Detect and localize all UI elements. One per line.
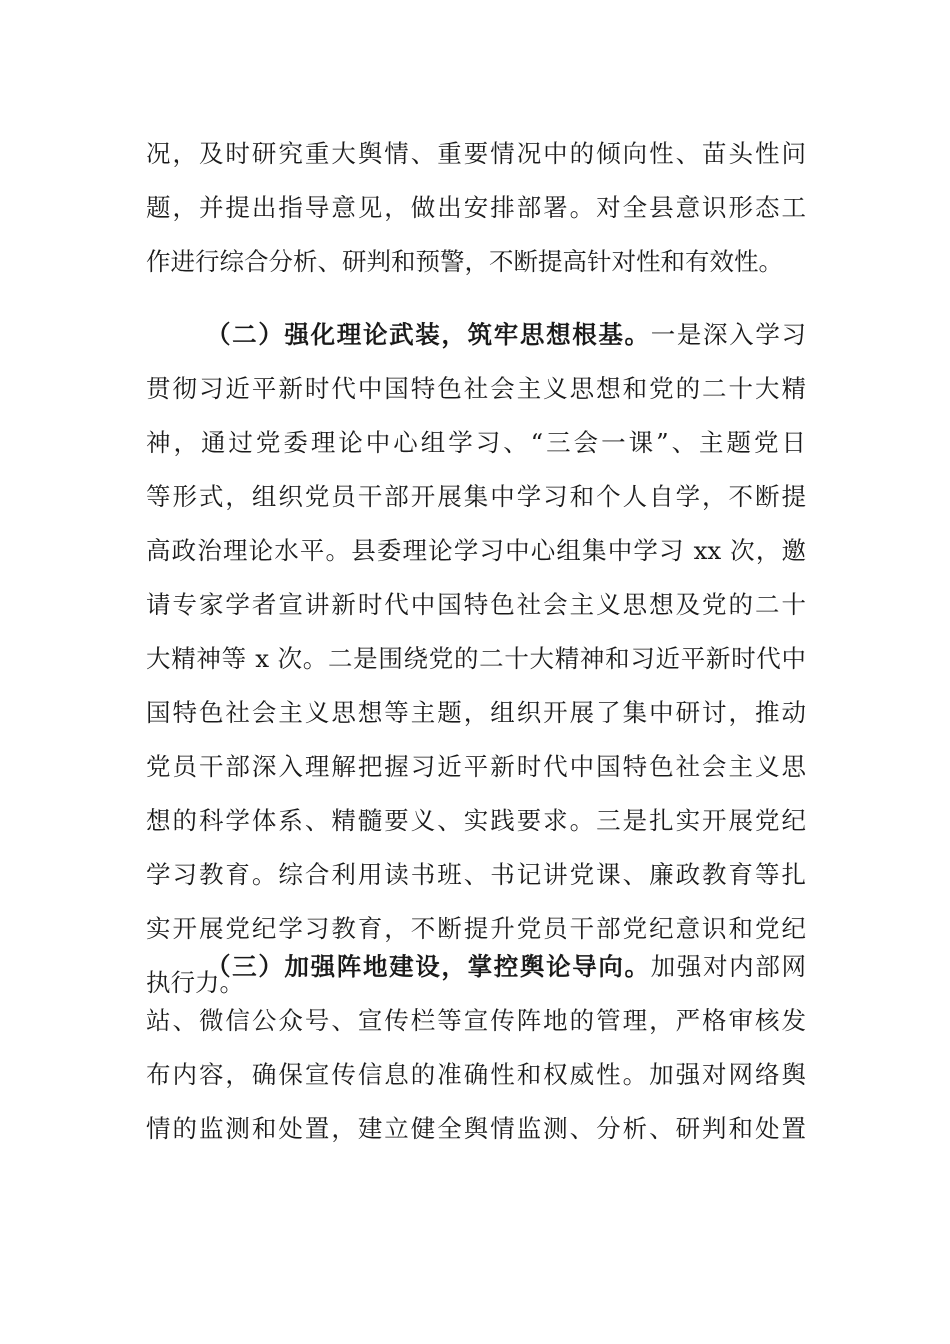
first-line <box>146 940 806 994</box>
text-line: 作进行综合分析、研判和预警，不断提高针对性和有效性。 <box>146 247 783 276</box>
section-heading: （二）强化理论武装，筑牢思想根基。 <box>206 320 651 349</box>
paragraph-position-building <box>146 940 806 1156</box>
paragraph-theory-study <box>146 308 806 1010</box>
text-line: 国特色社会主义思想等主题，组织开展了集中研讨，推动 <box>146 698 806 727</box>
text-line: 学习教育。综合利用读书班、书记讲党课、廉政教育等扎 <box>146 860 806 889</box>
text-line: 等形式，组织党员干部开展集中学习和个人自学，不断提 <box>146 482 806 511</box>
text-line: 请专家学者宣讲新时代中国特色社会主义思想及党的二十 <box>146 590 806 619</box>
text-line: 布内容，确保宣传信息的准确性和权威性。加强对网络舆 <box>146 1060 806 1089</box>
first-line-text: 加强对内部网 <box>650 952 806 981</box>
text-line: 情的监测和处置，建立健全舆情监测、分析、研判和处置 <box>146 1114 806 1143</box>
text-line: 神，通过党委理论中心组学习、“三会一课”、主题党日 <box>146 428 806 457</box>
paragraph-continuation <box>146 127 806 289</box>
text-line: 站、微信公众号、宣传栏等宣传阵地的管理，严格审核发 <box>146 1006 806 1035</box>
text-line: 实开展党纪学习教育，不断提升党员干部党纪意识和党纪 <box>146 914 806 943</box>
first-line-text: 一是深入学习 <box>650 320 806 349</box>
section-heading: （三）加强阵地建设，掌控舆论导向。 <box>206 952 651 981</box>
text-line: 想的科学体系、精髓要义、实践要求。三是扎实开展党纪 <box>146 806 806 835</box>
first-line <box>146 308 806 362</box>
text-line: 题，并提出指导意见，做出安排部署。对全县意识形态工 <box>146 193 806 222</box>
text-line: 况，及时研究重大舆情、重要情况中的倾向性、苗头性问 <box>146 139 806 168</box>
text-line: 执行力。 <box>146 968 244 997</box>
text-line: 党员干部深入理解把握习近平新时代中国特色社会主义思 <box>146 752 806 781</box>
text-line: 高政治理论水平。县委理论学习中心组集中学习 xx 次，邀 <box>146 536 806 565</box>
text-line: 大精神等 x 次。二是围绕党的二十大精神和习近平新时代中 <box>146 644 806 673</box>
text-line: 贯彻习近平新时代中国特色社会主义思想和党的二十大精 <box>146 374 806 403</box>
